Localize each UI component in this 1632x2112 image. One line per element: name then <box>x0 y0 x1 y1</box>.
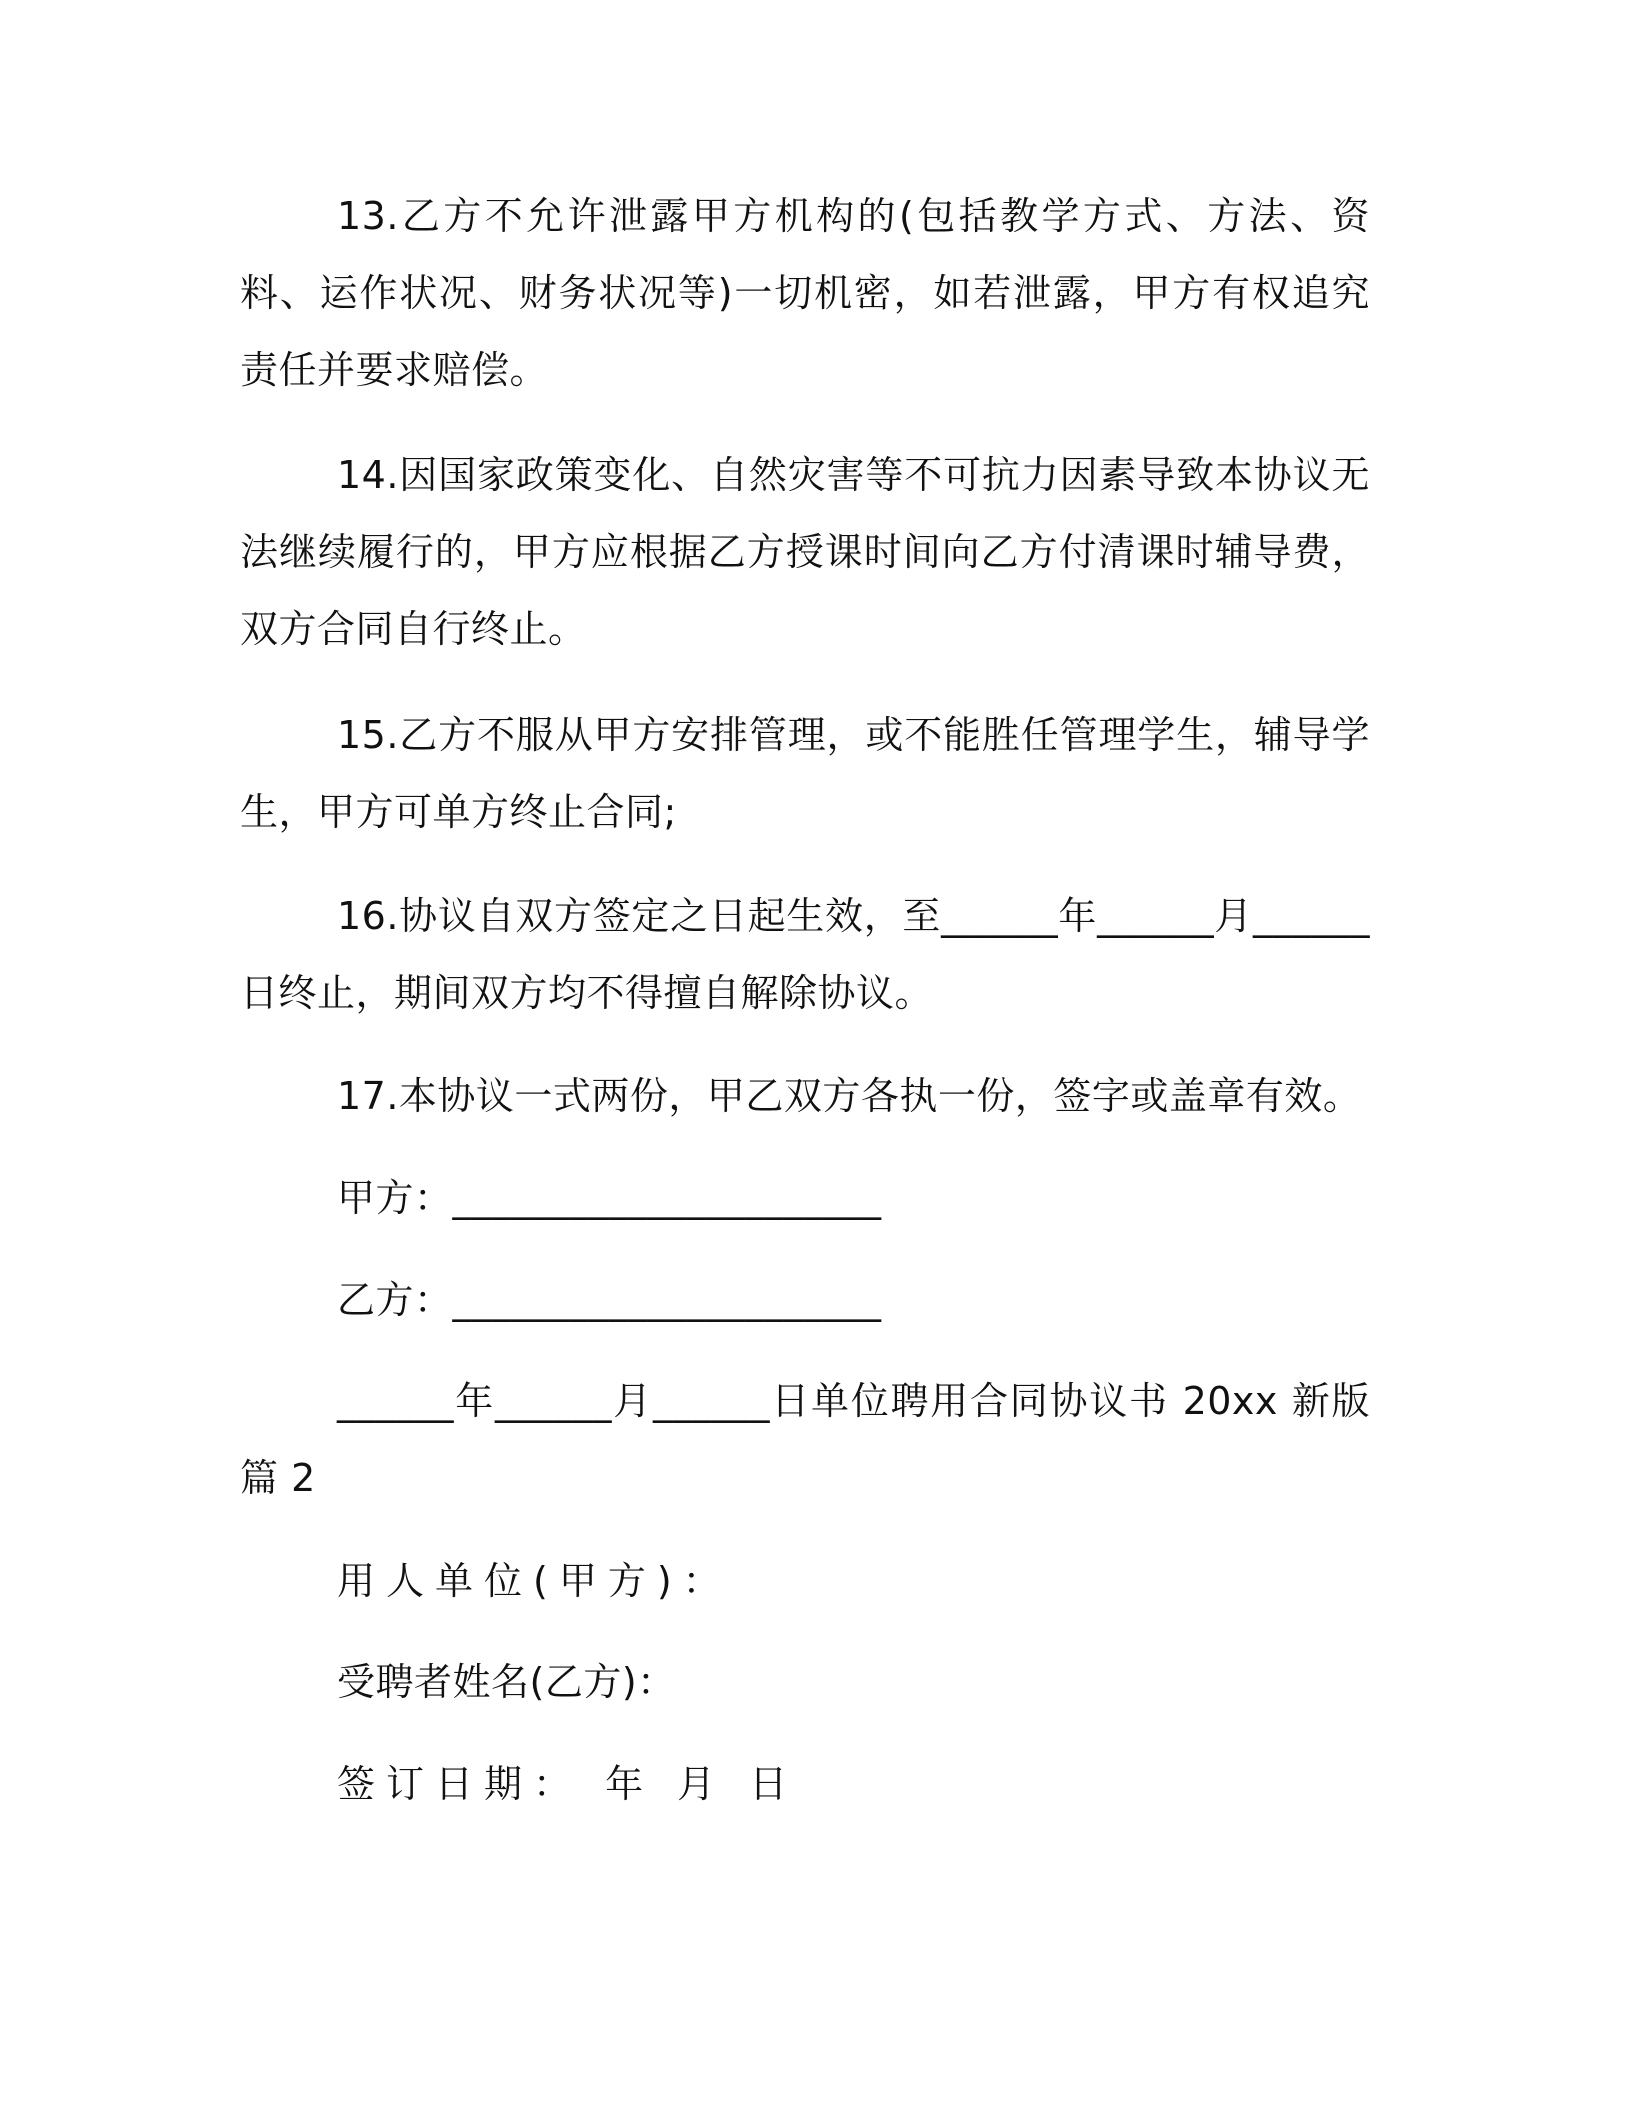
employee-label: 受聘者姓名(乙方)： <box>337 1660 676 1704</box>
clause-14: 14.因国家政策变化、自然灾害等不可抗力因素导致本协议无法继续履行的，甲方应根据乙方授课时间向乙方付清课时辅导费，双方合同自行终止。 <box>240 453 1370 651</box>
sign-date-label: 签订日期： 年 月 日 <box>337 1762 799 1806</box>
clause-13: 13.乙方不允许泄露甲方机构的(包括教学方式、方法、资料、运作状况、财务状况等)一切机密，如若泄露，甲方有权追究责任并要求赔偿。 <box>240 194 1370 392</box>
employer-label: 用人单位(甲方)： <box>337 1559 732 1603</box>
party-b-signature-line: 乙方：______________________ <box>337 1278 882 1322</box>
clause-17: 17.本协议一式两份，甲乙双方各执一份，签字或盖章有效。 <box>337 1074 1362 1118</box>
clause-15: 15.乙方不服从甲方安排管理，或不能胜任管理学生，辅导学生，甲方可单方终止合同; <box>240 713 1370 834</box>
party-a-signature-line: 甲方：______________________ <box>337 1176 882 1220</box>
clause-16: 16.协议自双方签定之日起生效，至______年______月______日终止，期间双方均不得擅自解除协议。 <box>240 894 1370 1015</box>
section-2-heading: ______年______月______日单位聘用合同协议书 20xx 新版 篇 2 <box>240 1379 1370 1500</box>
